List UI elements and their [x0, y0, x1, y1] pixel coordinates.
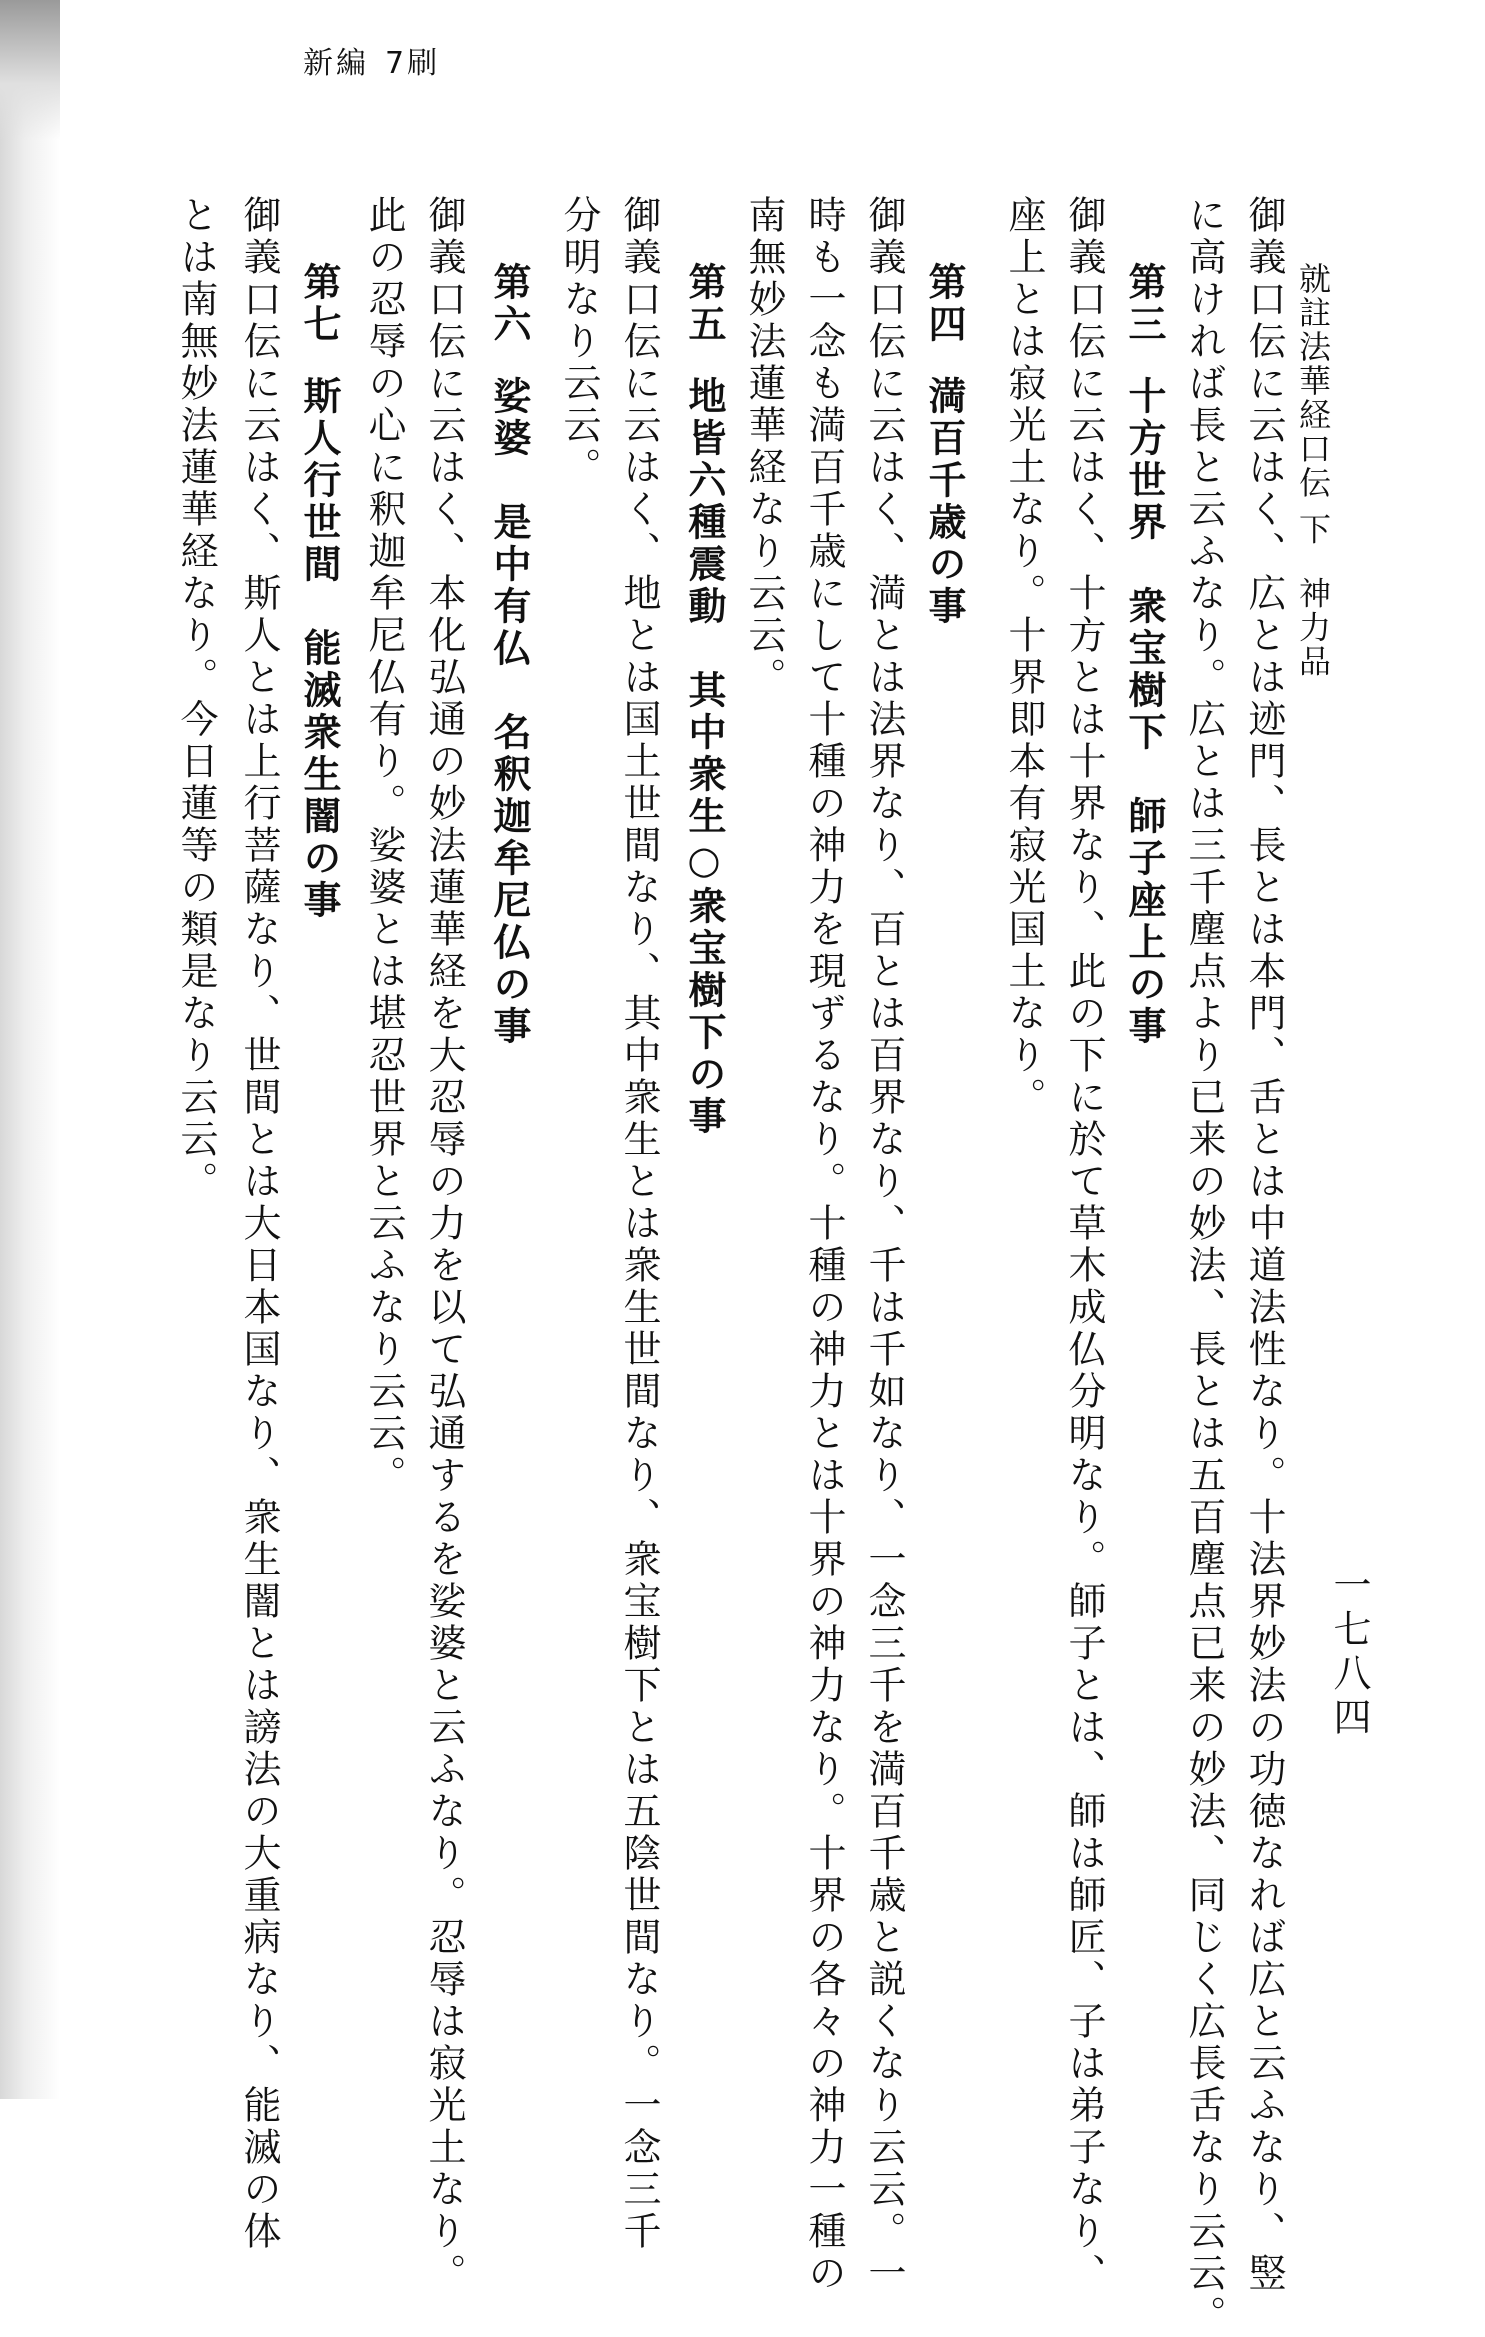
printing-label: 7刷	[385, 46, 441, 81]
text-column-9: 南無妙法蓮華経なり云云。	[742, 195, 786, 699]
section-title: 斯人行世間 能滅衆生闇の事	[297, 376, 341, 922]
section-number: 第七	[297, 262, 341, 346]
page-number: 一七八四	[1327, 1565, 1371, 1741]
section-heading-4	[920, 262, 968, 628]
section-title: 地皆六種震動 其中衆生○衆宝樹下の事	[682, 376, 726, 1138]
scan-shadow	[0, 0, 60, 2099]
section-title: 娑婆 是中有仏 名釈迦牟尼仏の事	[487, 376, 531, 1048]
text-column-5: 座上とは寂光土なり。十界即本有寂光国土なり。	[1002, 195, 1046, 1119]
text-column-14: 御義口伝に云はく、本化弘通の妙法蓮華経を大忍辱の力を以て弘通するを娑婆と云ふなり。忍辱は寂光土なり。	[422, 195, 466, 2295]
book-title: 就註法華経口伝 下	[1294, 262, 1332, 547]
text-column-15: 此の忍辱の心に釈迦牟尼仏有り。娑婆とは堪忍世界と云ふなり云云。	[362, 195, 406, 1497]
running-head	[1290, 262, 1336, 678]
text-column-4: 御義口伝に云はく、十方とは十界なり、此の下に於て草木成仏分明なり。師子とは、師は師匠、子は弟子なり、	[1062, 195, 1106, 2295]
text-column-17: 御義口伝に云はく、斯人とは上行菩薩なり、世間とは大日本国なり、衆生闇とは謗法の大重病なり、能滅の体	[237, 195, 281, 2253]
section-heading-3	[1120, 262, 1168, 1048]
section-heading-6	[485, 262, 533, 1048]
text-column-12: 分明なり云云。	[557, 195, 601, 489]
section-number: 第三	[1122, 262, 1166, 346]
text-column-8: 時も一念も満百千歳にして十種の神力を現ずるなり。十種の神力とは十界の神力なり。十界の各々の神力一種の	[802, 195, 846, 2295]
section-number: 第五	[682, 262, 726, 346]
edition-label	[303, 38, 440, 82]
text-column-7: 御義口伝に云はく、満とは法界なり、百とは百界なり、千は千如なり、一念三千を満百千歳と説くなり云云。一	[862, 195, 906, 2295]
section-heading-7	[295, 262, 343, 922]
section-title: 十方世界 衆宝樹下 師子座上の事	[1122, 376, 1166, 1048]
text-column-11: 御義口伝に云はく、地とは国土世間なり、其中衆生とは衆生世間なり、衆宝樹下とは五陰世間なり。一念三千	[617, 195, 661, 2253]
text-column-18: とは南無妙法蓮華経なり。今日蓮等の類是なり云云。	[174, 195, 218, 1203]
text-column-2: に高ければ長と云ふなり。広とは三千塵点より已来の妙法、長とは五百塵点已来の妙法、同じく広長舌なり云云。	[1182, 195, 1226, 2337]
text-column-1: 御義口伝に云はく、広とは迹門、長とは本門、舌とは中道法性なり。十法界妙法の功徳なれば広と云ふなり、竪	[1242, 195, 1286, 2295]
chapter-title: 神力品	[1294, 576, 1332, 679]
section-heading-5	[680, 262, 728, 1138]
scan-corner	[0, 0, 60, 140]
edition-name: 新編	[303, 46, 369, 81]
section-title: 満百千歳の事	[922, 376, 966, 628]
section-number: 第六	[487, 262, 531, 346]
section-number: 第四	[922, 262, 966, 346]
